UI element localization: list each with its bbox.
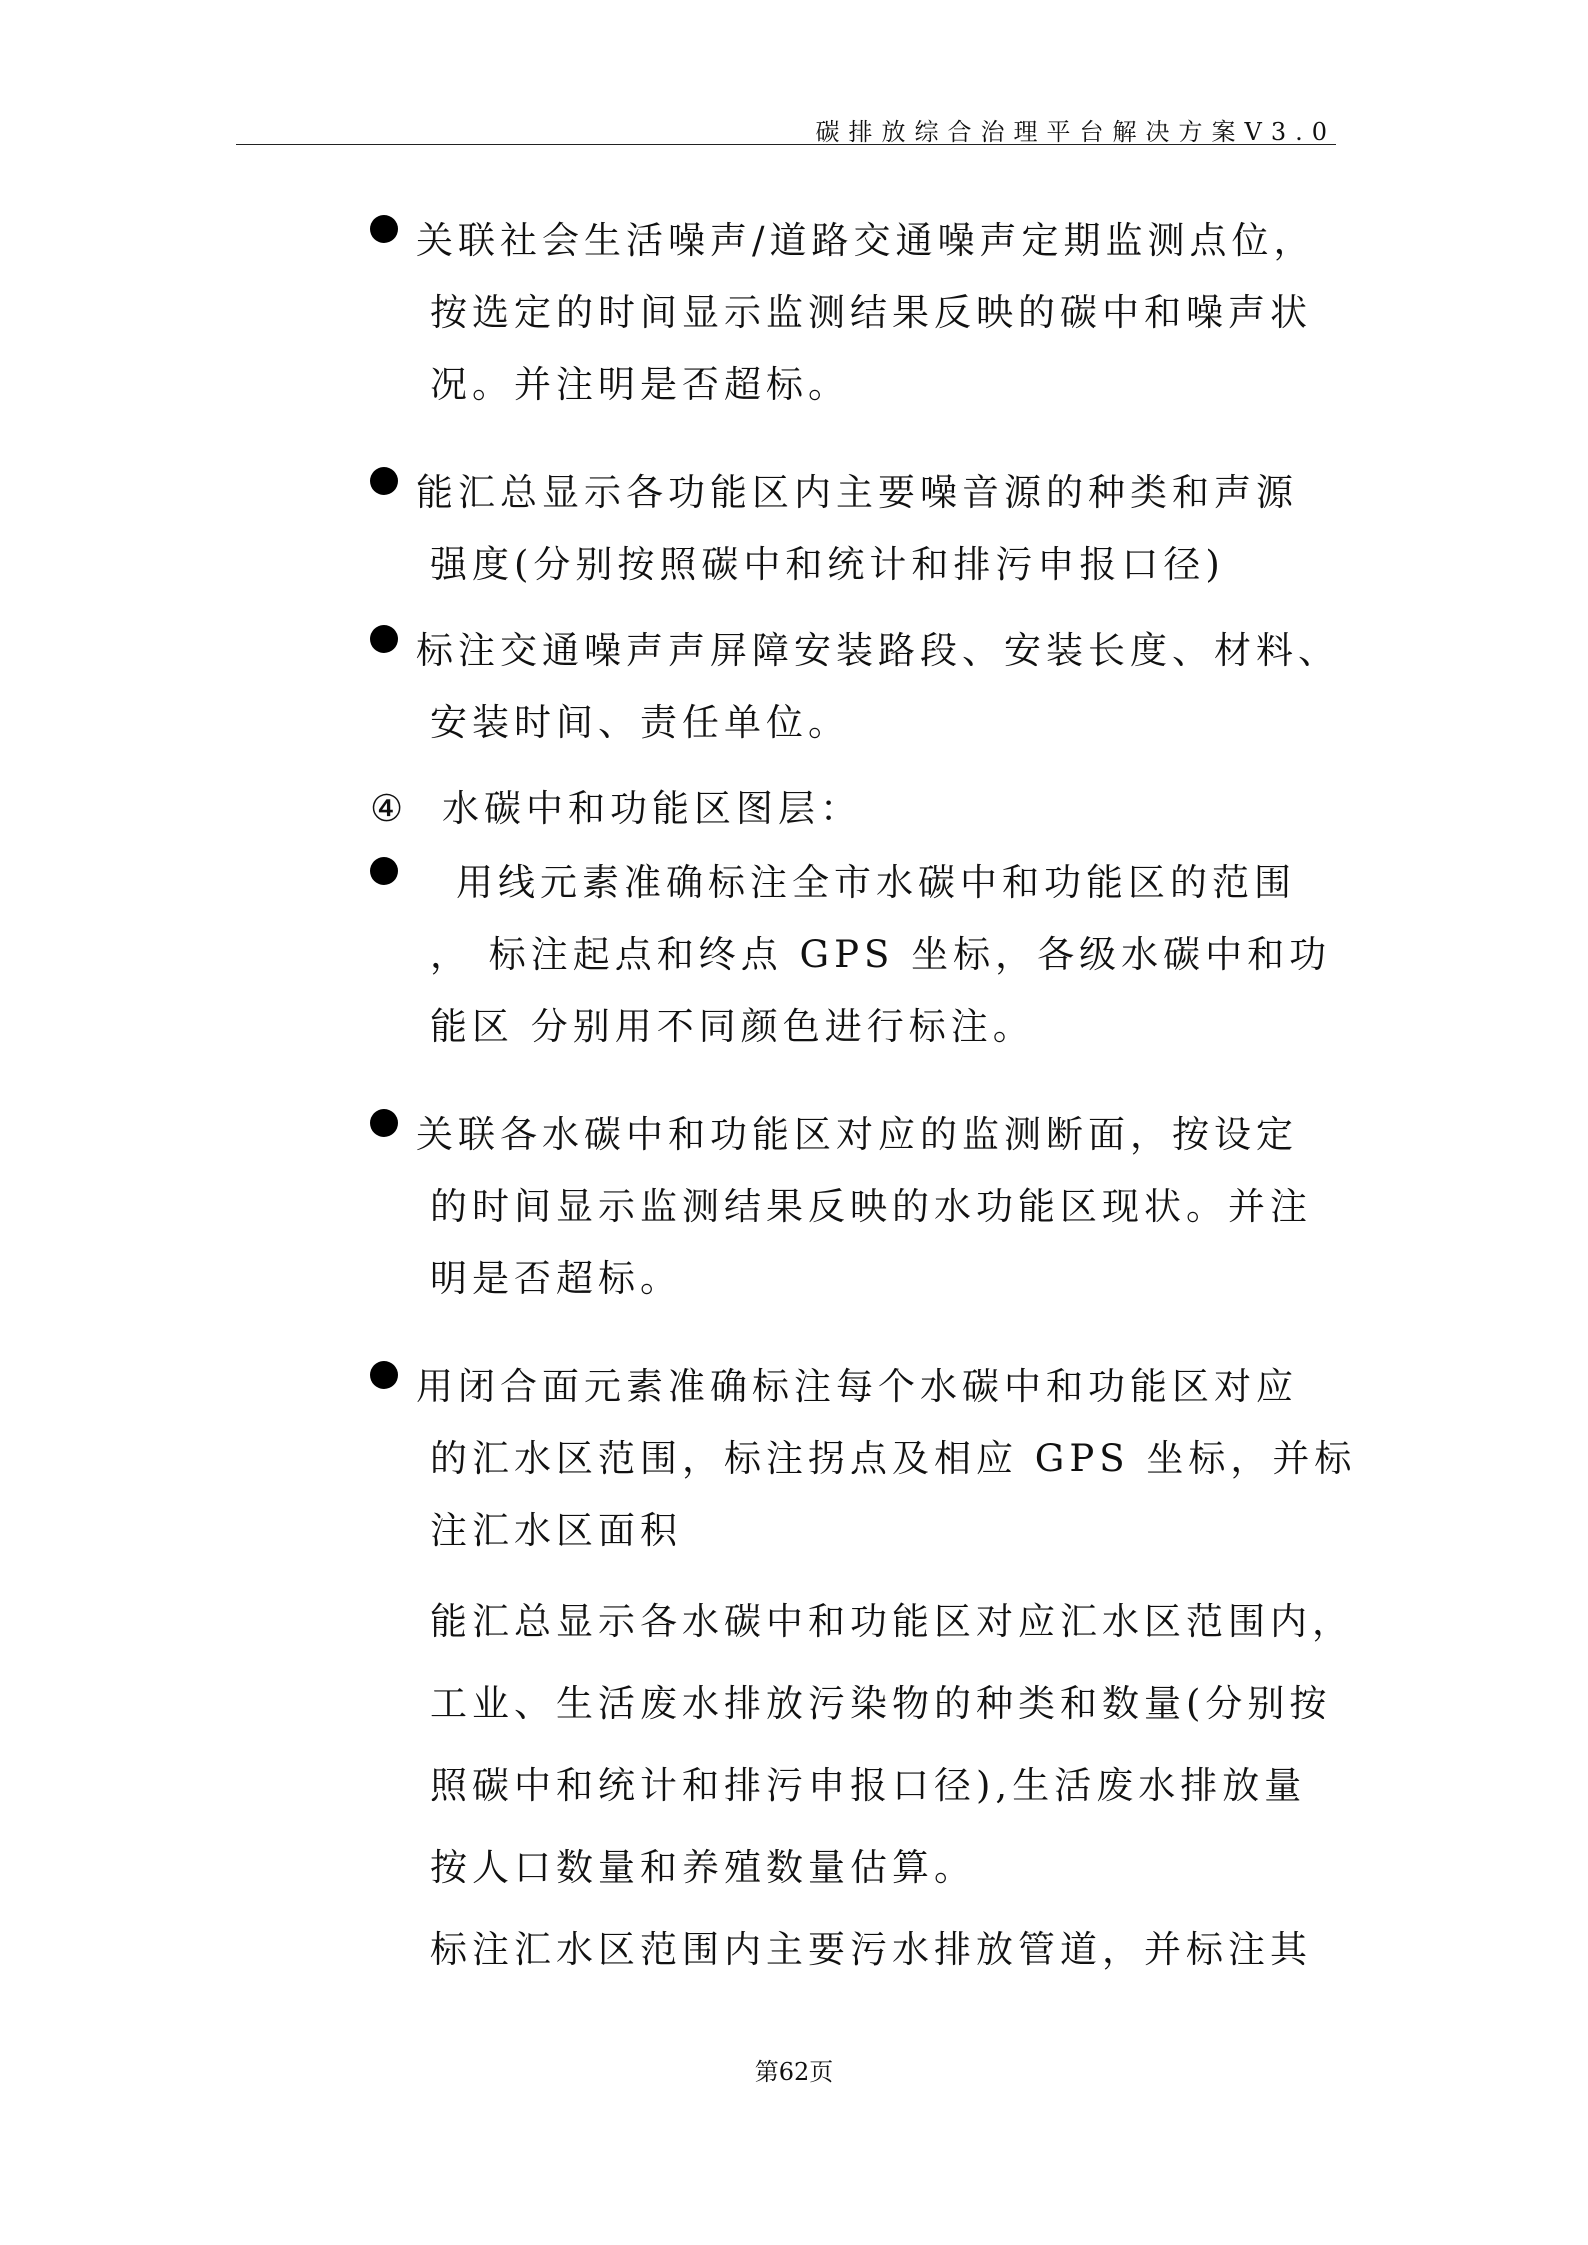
bullet-icon [370, 215, 398, 243]
header-title: 碳排放综合治理平台解决方案V3.0 [815, 118, 1336, 146]
section-title: 水碳中和功能区图层： [442, 787, 862, 830]
item-line: 的时间显示监测结果反映的水功能区现状。并注 [430, 1185, 1312, 1228]
item-line: 用线元素准确标注全市水碳中和功能区的范围 [456, 861, 1296, 904]
section-heading [370, 773, 1370, 845]
item-line: 安装时间、责任单位。 [430, 701, 850, 744]
paragraph-line: 能汇总显示各水碳中和功能区对应汇水区范围内， [430, 1600, 1354, 1643]
item-line: 强度(分别按照碳中和统计和排污申报口径) [430, 543, 1225, 586]
paragraph [370, 1909, 1370, 1991]
item-line: 按选定的时间显示监测结果反映的碳中和噪声状 [430, 291, 1312, 334]
paragraph-line: 照碳中和统计和排污申报口径),生活废水排放量 [430, 1764, 1307, 1807]
bullet-icon [370, 1361, 398, 1389]
bullet-item [370, 847, 1370, 1063]
bullet-item [370, 205, 1370, 421]
bullet-item [370, 457, 1370, 601]
item-line: 标注交通噪声声屏障安装路段、安装长度、材料、 [416, 629, 1340, 672]
item-line: 明是否超标。 [430, 1257, 682, 1300]
document-body [370, 205, 1370, 1991]
page-number: 第62页 [754, 2058, 834, 2086]
item-line: 能汇总显示各功能区内主要噪音源的种类和声源 [416, 471, 1298, 514]
paragraph-line: 按人口数量和养殖数量估算。 [430, 1846, 976, 1889]
section-number: ④ [370, 787, 409, 830]
bullet-icon [370, 1109, 398, 1137]
bullet-item [370, 1099, 1370, 1315]
item-line: 用闭合面元素准确标注每个水碳中和功能区对应 [416, 1365, 1298, 1408]
item-line: 况。并注明是否超标。 [430, 363, 850, 406]
item-line: 的汇水区范围，标注拐点及相应 GPS 坐标，并标 [430, 1437, 1357, 1480]
bullet-item [370, 615, 1370, 759]
bullet-icon [370, 467, 398, 495]
page-header [236, 108, 1336, 145]
paragraph-line: 工业、生活废水排放污染物的种类和数量(分别按 [430, 1682, 1332, 1725]
paragraph-line: 标注汇水区范围内主要污水排放管道，并标注其 [430, 1928, 1312, 1971]
item-line: 关联各水碳中和功能区对应的监测断面，按设定 [416, 1113, 1298, 1156]
paragraph [370, 1581, 1370, 1909]
item-line: 能区 分别用不同颜色进行标注。 [430, 1005, 1035, 1048]
item-line: ， 标注起点和终点 GPS 坐标，各级水碳中和功 [430, 933, 1332, 976]
item-line: 注汇水区面积 [430, 1509, 682, 1552]
bullet-icon [370, 857, 398, 885]
bullet-item [370, 1351, 1370, 1567]
bullet-icon [370, 625, 398, 653]
item-line: 关联社会生活噪声/道路交通噪声定期监测点位， [416, 219, 1316, 262]
